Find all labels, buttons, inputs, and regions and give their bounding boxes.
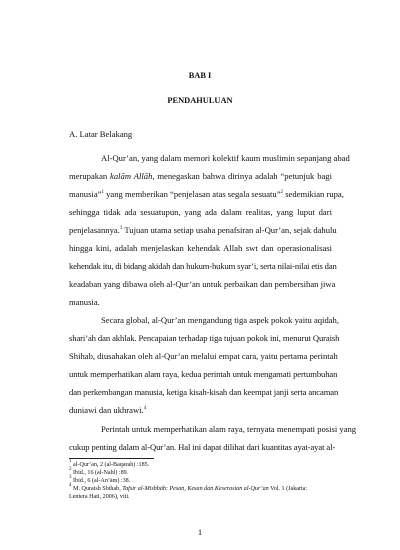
para1-line7: kehendak itu, di bidang akidah dan hukum-hukum syar’i, serta nilai-nilai etis dan (69, 261, 337, 271)
text-span: merupakan (69, 171, 108, 181)
chapter-title: PENDAHULUAN (167, 96, 233, 105)
footnote-4-continued: Lentera Hati, 2006), viii. (69, 494, 130, 500)
footnote-ref: 1 (101, 190, 104, 195)
text-span: yang memberikan “penjelasan atas segala sesuatu” (103, 189, 281, 199)
text-span: Ibid., 16 (al-Nahl) :89. (71, 470, 129, 476)
chapter-number: BAB I (188, 71, 212, 80)
footnote-ref: 3 (119, 226, 123, 231)
footnote-separator (69, 458, 154, 459)
text-span: sedemikian rupa, (283, 189, 344, 199)
para1-line3 (69, 189, 344, 199)
section-heading: A. Latar Belakang (69, 129, 133, 139)
para1-line5 (69, 225, 337, 235)
footnote-3 (69, 477, 130, 485)
footnote-1 (69, 461, 149, 469)
text-span: Ibid., 6 (al-An’ām) :38. (71, 478, 131, 484)
para2-line6 (69, 405, 146, 415)
footnote-ref: 2 (280, 190, 284, 195)
text-span: Vol. 1 (Jakarta: (268, 486, 308, 492)
text-span: Tujuan utama setiap usaha penafsiran al-Qur’an, sejak dahulu (122, 225, 337, 235)
italic-term: kalām Allāh, (110, 171, 155, 181)
text-span: menegaskan bahwa dirinya adalah “petunjuk bagi (157, 171, 332, 181)
footnote-ref: 4 (143, 406, 147, 411)
para3-line1: Perintah untuk memperhatikan alam raya, ternyata menempati posisi yang (101, 424, 357, 434)
footnote-number: 2 (69, 467, 72, 472)
footnote-4 (69, 485, 307, 493)
para2-line5: dan perkembangan manusia, ketiga kisah-kisah dan keempat janji serta ancaman (69, 387, 339, 397)
para2-line2: shari’ah dan akhlak. Pencapaian terhadap tiga tujuan pokok ini, menurut Quraish (69, 333, 340, 343)
text-span: manusia” (69, 189, 102, 199)
para3-line2: cukup penting dalam al-Qur’an. Hal ini dapat dilihat dari kuantitas ayat-ayat al- (69, 442, 336, 452)
para1-line1: Al-Qur’an, yang dalam memori kolektif kaum muslimin sepanjang abad (101, 153, 350, 163)
footnote-2 (69, 469, 128, 477)
footnote-number: 4 (69, 483, 72, 488)
text-span: M. Quraish Shihab, (71, 486, 123, 492)
para1-line6: hingga kini, adalah menjelaskan kehendak Allah swt dan operasionalisasi (69, 243, 332, 253)
para1-line2 (69, 171, 332, 181)
para1-line8: keadaban yang dibawa oleh al-Qur’an untuk perbaikan dan pembersihan jiwa (69, 279, 336, 289)
para2-line4: untuk memperhatikan alam raya, kedua perintah untuk mengamati pertumbuhan (69, 369, 338, 379)
footnote-number: 1 (69, 459, 72, 464)
book-title: Tafsir al-Misbbāh: Pesan, Kesan dan Keserasian al-Qur’an (122, 486, 269, 492)
text-span: duniawi dan ukhrawi. (69, 405, 144, 415)
para2-line3: Shihab, diusahakan oleh al-Qur’an melalui empat cara, yaitu pertama perintah (69, 351, 338, 361)
text-span: penjelasannya. (69, 225, 120, 235)
para2-line1: Secara global, al-Qur’an mengandung tiga aspek pokok yaitu aqidah, (101, 315, 340, 325)
page-number: 1 (197, 527, 203, 537)
para1-line4: sehingga tidak ada sesuatupun, yang ada dalam realitas, yang luput dari (69, 207, 332, 217)
text-span: al-Qur’an, 2 (al-Baqarah) :185. (71, 462, 150, 468)
footnote-number: 3 (69, 475, 72, 480)
para1-line9: manusia. (69, 297, 100, 307)
